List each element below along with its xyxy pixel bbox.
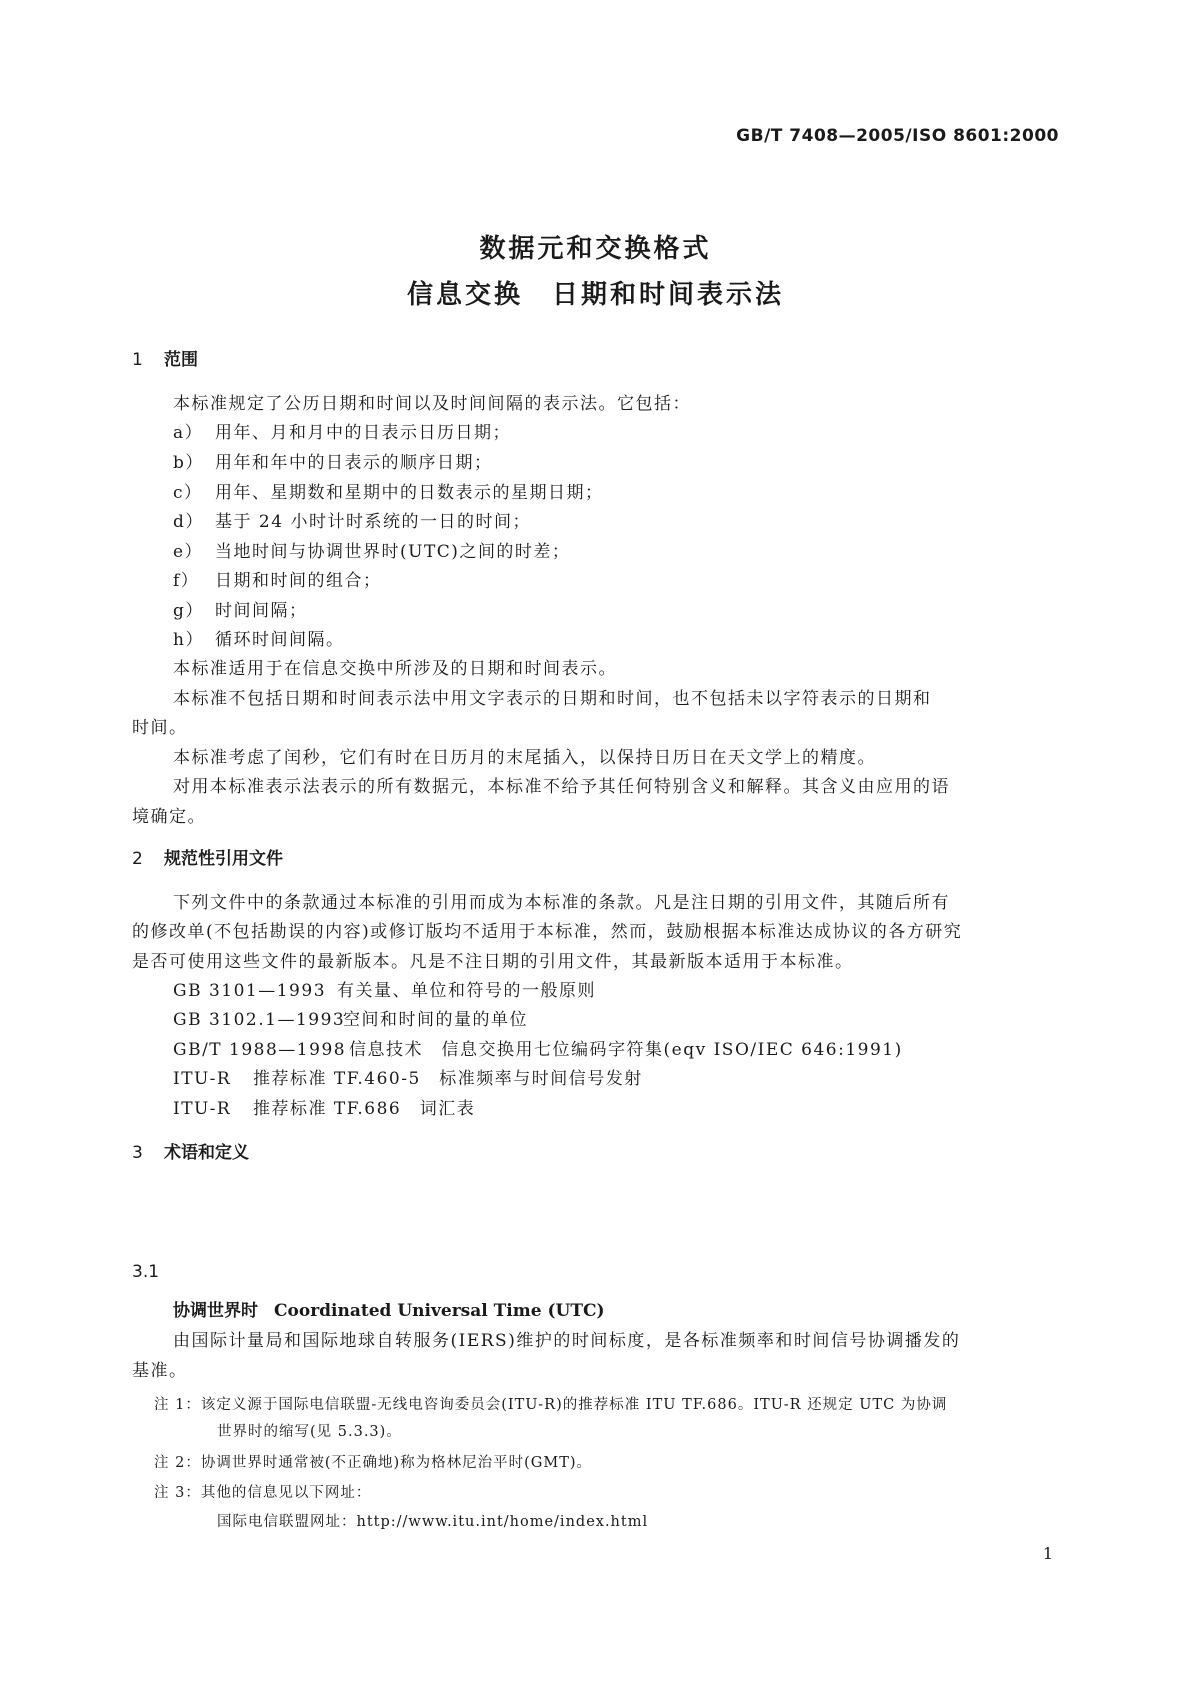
reference-title: 有关量、单位和符号的一般原则 (337, 981, 596, 1001)
reference-code: ITU-R (173, 1069, 232, 1089)
note-2: 注 2：协调世界时通常被(不正确地)称为格林尼治平时(GMT)。 (154, 1455, 593, 1471)
list-item (173, 478, 604, 503)
list-item-text: 日期和时间的组合； (215, 571, 382, 591)
list-item-label: d） (173, 512, 204, 532)
section-1-paragraph-1: 本标准适用于在信息交换中所涉及的日期和时间表示。 (173, 659, 617, 679)
section-1-paragraph-2-line-1: 本标准不包括日期和时间表示法中用文字表示的日期和时间，也不包括未以字符表示的日期和 (173, 689, 932, 709)
section-1-paragraph-4-line-2: 境确定。 (132, 807, 206, 827)
reference-code: ITU-R (173, 1099, 232, 1119)
term-chinese: 协调世界时 (173, 1301, 258, 1321)
list-item (173, 625, 345, 650)
list-item-text: 用年、星期数和星期中的日数表示的星期日期； (215, 483, 604, 503)
reference-title: 信息技术 信息交换用七位编码字符集(eqv ISO/IEC 646:1991) (349, 1040, 903, 1060)
note-1-line-2: 世界时的缩写(见 5.3.3)。 (217, 1424, 402, 1440)
section-1-paragraph-2-line-2: 时间。 (132, 718, 188, 738)
list-item (173, 537, 570, 562)
section-2-paragraph-line-3: 是否可使用这些文件的最新版本。凡是不注日期的引用文件，其最新版本适用于本标准。 (132, 952, 854, 972)
definition-line-2: 基准。 (132, 1361, 188, 1381)
list-item-label: h） (173, 630, 204, 650)
subsection-number: 3.1 (132, 1262, 160, 1282)
section-1-paragraph-4-line-1: 对用本标准表示法表示的所有数据元，本标准不给予其任何特别含义和解释。其含义由应用的语 (173, 777, 950, 797)
list-item-text: 循环时间间隔。 (215, 630, 345, 650)
term-english: Coordinated Universal Time (UTC) (274, 1301, 605, 1321)
list-item-label: g） (173, 601, 204, 621)
note-3: 注 3：其他的信息见以下网址： (154, 1485, 372, 1501)
list-item-text: 时间间隔； (215, 601, 308, 621)
reference-item (173, 1035, 903, 1060)
section-3-title: 术语和定义 (164, 1143, 249, 1163)
section-2-paragraph-line-1: 下列文件中的条款通过本标准的引用而成为本标准的条款。凡是注日期的引用文件，其随后所有 (173, 893, 950, 913)
list-item (173, 448, 493, 473)
list-item-text: 当地时间与协调世界时(UTC)之间的时差； (215, 542, 571, 562)
list-item-text: 基于 24 小时计时系统的一日的时间； (215, 512, 531, 532)
reference-item (173, 1094, 475, 1119)
reference-code: GB/T 1988—1998 (173, 1040, 347, 1060)
list-item (173, 596, 308, 621)
reference-title: 推荐标准 TF.460-5 标准频率与时间信号发射 (253, 1069, 643, 1089)
list-item (173, 566, 382, 591)
section-1-heading (132, 345, 198, 370)
list-item-label: e） (173, 542, 204, 562)
note-3-url: 国际电信联盟网址：http://www.itu.int/home/index.html (217, 1514, 649, 1530)
reference-title: 推荐标准 TF.686 词汇表 (253, 1099, 476, 1119)
section-2-paragraph-line-2: 的修改单(不包括勘误的内容)或修订版均不适用于本标准，然而，鼓励根据本标准达成协议的各方研究 (132, 922, 963, 942)
reference-code: GB 3102.1—1993 (173, 1010, 346, 1030)
title-line-2: 信息交换 日期和时间表示法 (406, 280, 784, 310)
reference-code: GB 3101—1993 (173, 981, 327, 1001)
list-item-label: c） (173, 483, 203, 503)
list-item (173, 418, 511, 443)
list-item-label: b） (173, 453, 204, 473)
list-item-text: 用年和年中的日表示的顺序日期； (215, 453, 493, 473)
section-1-paragraph-3: 本标准考虑了闰秒，它们有时在日历月的末尾插入，以保持日历日在天文学上的精度。 (173, 748, 876, 768)
section-3-heading (132, 1138, 249, 1163)
reference-item (173, 976, 596, 1001)
list-item-label: f） (173, 571, 200, 591)
definition-line-1: 由国际计量局和国际地球自转服务(IERS)维护的时间标度，是各标准频率和时间信号协调播发的 (173, 1331, 961, 1351)
list-item (173, 507, 531, 532)
section-1-intro: 本标准规定了公历日期和时间以及时间间隔的表示法。它包括： (173, 394, 691, 414)
page-number: 1 (1042, 1544, 1053, 1563)
section-2-title: 规范性引用文件 (164, 849, 283, 869)
section-2-number: 2 (132, 849, 143, 869)
reference-title: 空间和时间的量的单位 (343, 1010, 528, 1030)
list-item-label: a） (173, 423, 204, 443)
section-1-title: 范围 (164, 350, 198, 370)
note-1-line-1: 注 1：该定义源于国际电信联盟-无线电咨询委员会(ITU-R)的推荐标准 ITU TF.686。ITU-R 还规定 UTC 为协调 (154, 1397, 948, 1413)
reference-item (173, 1005, 528, 1030)
term-heading (173, 1296, 605, 1321)
standard-code: GB/T 7408—2005/ISO 8601:2000 (736, 126, 1059, 146)
section-2-heading (132, 844, 283, 869)
title-line-1: 数据元和交换格式 (479, 234, 712, 264)
section-3-number: 3 (132, 1143, 143, 1163)
reference-item (173, 1064, 643, 1089)
section-1-number: 1 (132, 350, 143, 370)
list-item-text: 用年、月和月中的日表示日历日期； (215, 423, 511, 443)
